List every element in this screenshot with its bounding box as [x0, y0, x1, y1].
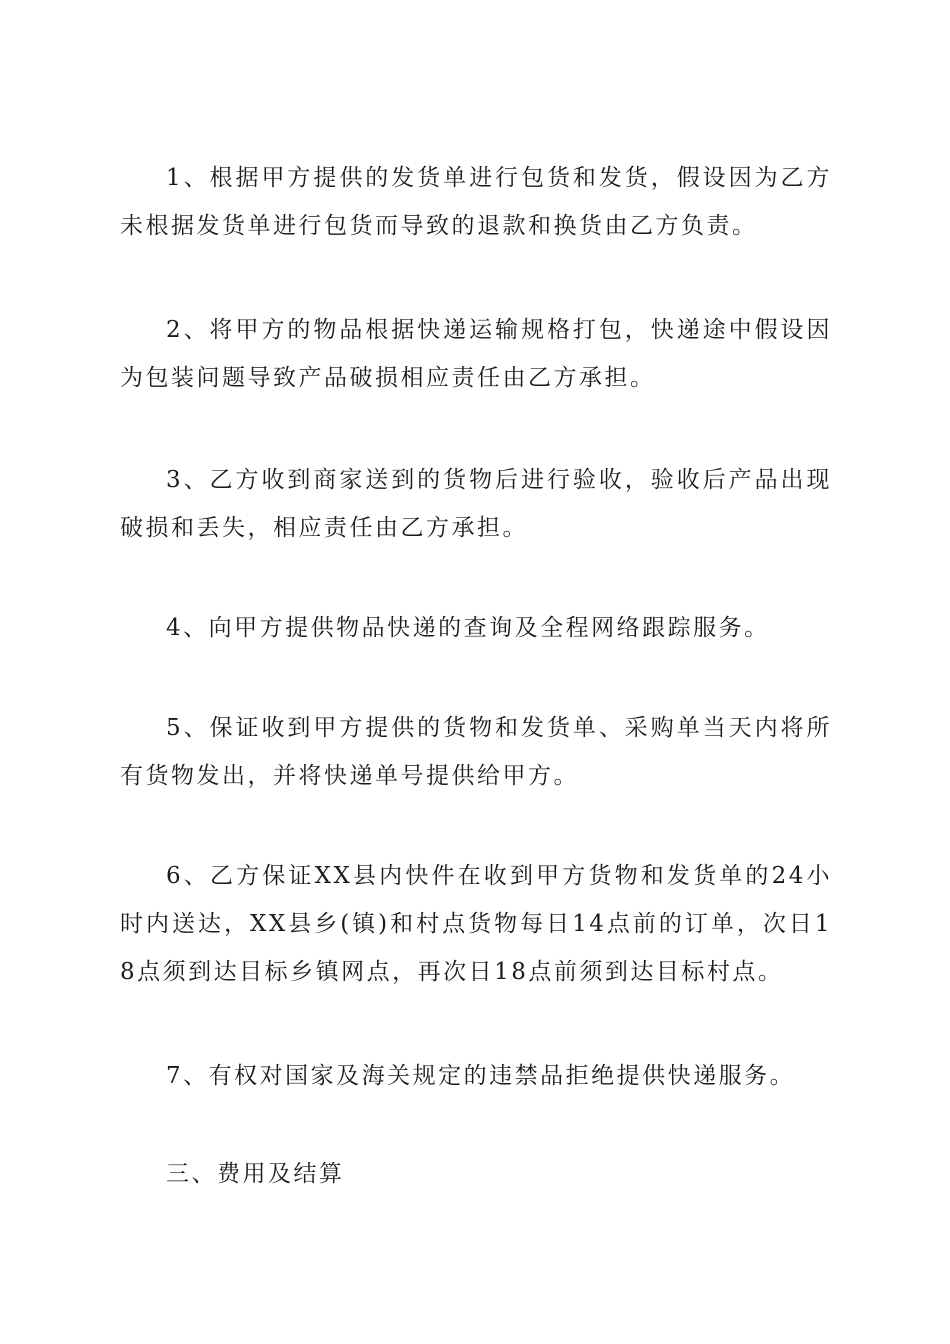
section-heading-fees: 三、费用及结算 [166, 1161, 345, 1187]
clause-5: 5、保证收到甲方提供的货物和发货单、采购单当天内将所有货物发出，并将快递单号提供给甲方。 [120, 715, 832, 789]
clause-2: 2、将甲方的物品根据快递运输规格打包，快递途中假设因为包装问题导致产品破损相应责任由乙方承担。 [120, 317, 832, 391]
clause-1: 1、根据甲方提供的发货单进行包货和发货，假设因为乙方未根据发货单进行包货而导致的退款和换货由乙方负责。 [120, 165, 832, 239]
clause-3: 3、乙方收到商家送到的货物后进行验收，验收后产品出现破损和丢失，相应责任由乙方承担。 [120, 467, 832, 541]
clause-7: 7、有权对国家及海关规定的违禁品拒绝提供快递服务。 [166, 1063, 796, 1089]
clause-6: 6、乙方保证XX县内快件在收到甲方货物和发货单的24小时内送达，XX县乡(镇)和村点货物每日14点前的订单，次日18点须到达目标乡镇网点，再次日18点前须到达目标村点。 [120, 863, 832, 985]
clause-4: 4、向甲方提供物品快递的查询及全程网络跟踪服务。 [166, 615, 770, 641]
